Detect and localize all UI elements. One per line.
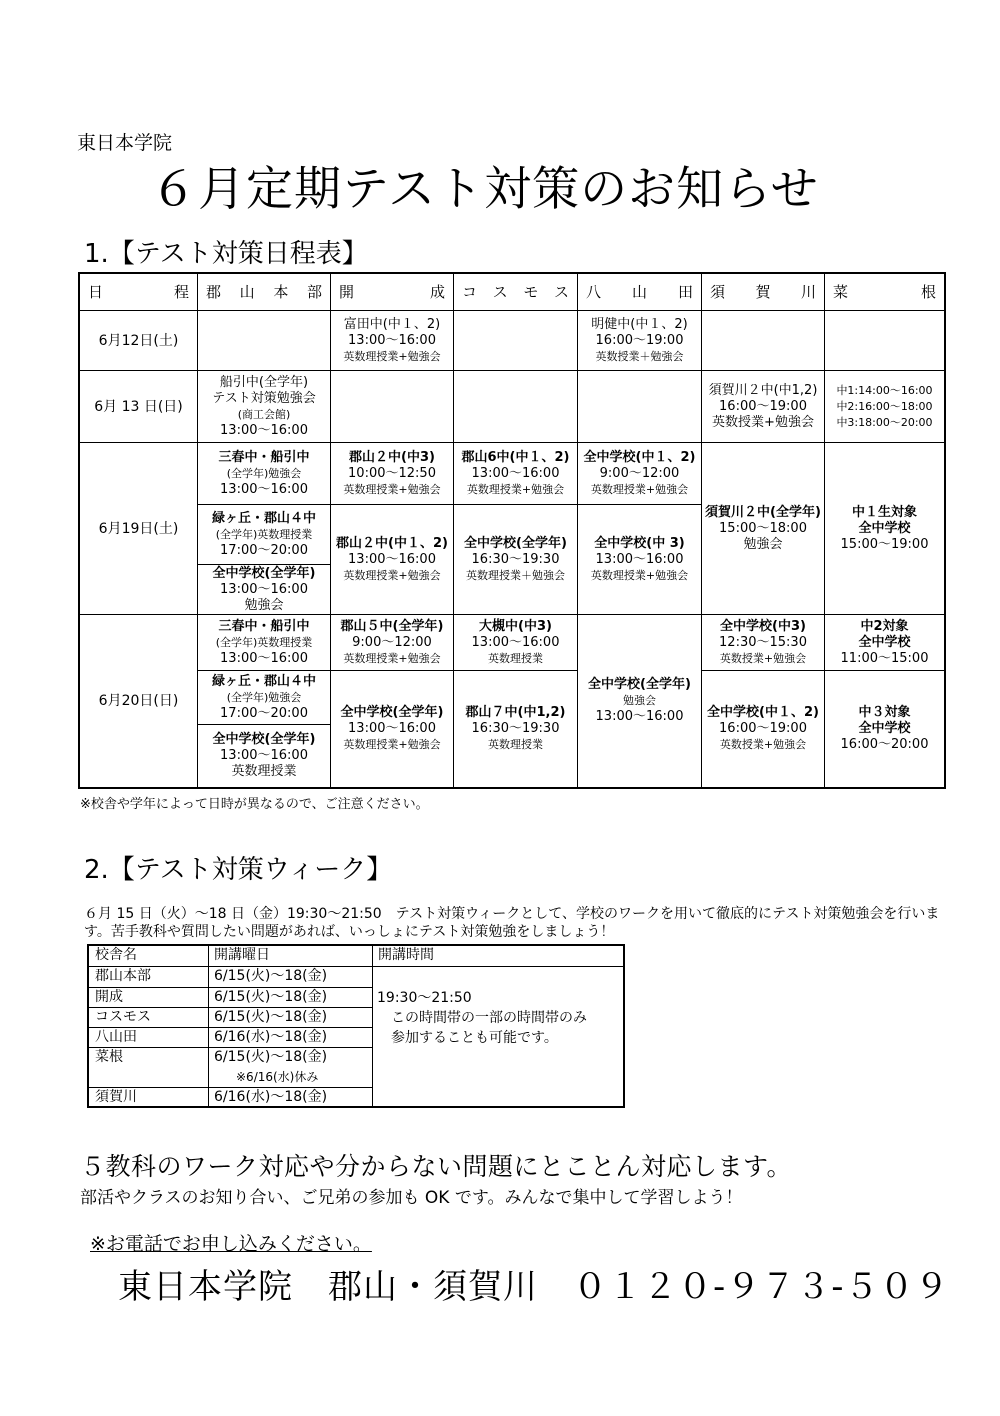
cell-line: 郡山２中(中3)	[349, 449, 435, 465]
table-divider	[372, 946, 373, 1108]
cell-jun20-honbu-3	[198, 725, 331, 787]
table-row	[89, 1048, 372, 1068]
cell-empty	[331, 371, 454, 443]
cell-line: 郡山6中(中１、2)	[461, 449, 570, 465]
table-row	[89, 1008, 372, 1028]
cell-line: 13:00～16:00	[220, 748, 308, 763]
school-name: 東日本学院	[77, 132, 173, 154]
col-header-koriyama-honbu	[198, 274, 331, 311]
cell-empty	[578, 371, 702, 443]
col-header-char: モ	[523, 283, 539, 301]
cell-line: 三春中・船引中	[218, 618, 310, 634]
col-header-hachiyamada	[578, 274, 702, 311]
school-cell: 八山田	[95, 1029, 137, 1045]
cell-line: (全学年)勉強会	[226, 466, 302, 480]
cell-line: 英数授業+勉強会	[712, 414, 814, 430]
time-line: この時間帯の一部の時間帯のみ	[391, 1010, 587, 1026]
cell-line: 全中学校(中 3)	[594, 535, 685, 551]
cell-line: 全中学校(全学年)	[212, 732, 316, 747]
cell-line: 英数理授業+勉強会	[343, 651, 441, 665]
cell-line: 16:30～19:30	[471, 551, 560, 567]
cell-line: 英数理授業+勉強会	[590, 482, 689, 496]
cell-line: 明健中(中１、2)	[591, 316, 688, 332]
cell-line: 英数授業+勉強会	[719, 738, 807, 751]
cell-line: 9:00～12:00	[599, 465, 680, 481]
cell-line: (全学年)英数理授業	[215, 635, 313, 649]
col-header-char: 部	[306, 283, 322, 301]
cell-line: 英数理授業+勉強会	[466, 482, 565, 496]
cell-jun20-honbu-1	[198, 615, 331, 671]
cell-line: 16:00～19:00	[595, 332, 684, 348]
cell-line: 緑ヶ丘・郡山４中	[211, 510, 316, 526]
cell-line: 13:00～16:00	[220, 650, 308, 666]
cell-line: 11:00～15:00	[840, 650, 929, 666]
cell-line: 13:00～16:00	[220, 481, 308, 497]
apply-note: ※お電話でお申し込みください。	[90, 1233, 372, 1255]
header-school: 校舎名	[95, 947, 137, 963]
cell-line: 英数理授業+勉強会	[343, 349, 441, 363]
cell-line: 英数理授業+勉強会	[343, 568, 441, 582]
cell-line: 英数理授業	[488, 738, 543, 751]
cell-line: 郡山２中(中１、2)	[336, 535, 448, 551]
cell-jun19-nane	[825, 443, 944, 615]
cell-line: 中３対象	[858, 705, 911, 720]
cell-line: 勉強会	[623, 694, 656, 707]
date-label: 6月20日(日)	[98, 693, 179, 709]
cell-empty	[702, 311, 825, 371]
cell-line: 17:00～20:00	[220, 542, 308, 558]
cell-line: 17:00～20:00	[220, 705, 308, 721]
cell-line: 全中学校	[858, 520, 911, 536]
cell-line: 12:30～15:30	[719, 634, 807, 650]
cell-line: 三春中・船引中	[218, 449, 310, 465]
col-header-char: 本	[273, 283, 289, 301]
days-cell: 6/15(火)～18(金)	[214, 1009, 328, 1025]
date-label: 6月 13 日(日)	[94, 398, 183, 415]
col-header-char: 開	[339, 283, 355, 301]
cell-line: 全中学校(中１、2)	[583, 449, 696, 465]
cell-jun20-sukagawa-1	[702, 615, 825, 671]
cell-line: 緑ヶ丘・郡山４中	[211, 673, 316, 689]
date-jun20	[80, 615, 198, 787]
table-row	[89, 1028, 372, 1048]
col-header-char: 程	[173, 283, 189, 301]
date-jun12	[80, 311, 198, 371]
time-line: 19:30～21:50	[377, 990, 472, 1006]
promo-headline: ５教科のワーク対応や分からない問題にとことん対応します。	[80, 1152, 793, 1181]
school-cell: 菜根	[95, 1049, 123, 1065]
cell-line: 15:00～19:00	[840, 536, 929, 552]
date-label: 6月12日(土)	[98, 332, 179, 349]
date-jun19	[80, 443, 198, 615]
cell-line: 15:00～18:00	[719, 520, 807, 536]
cell-jun20-honbu-2	[198, 671, 331, 725]
date-label: 6月19日(土)	[98, 520, 179, 537]
cell-jun20-cosmos-1	[454, 615, 578, 671]
test-week-intro: ６月 15 日（火）～18 日（金）19:30～21:50 テスト対策ウィークとして、学校のワークを用いて徹底的にテスト対策勉強会を行います。苦手教科や質問したい問題があれば、いっしょにテスト対策勉強をしましょう！	[84, 906, 940, 940]
days-cell: 6/15(火)～18(金)	[214, 968, 328, 984]
cell-jun19-hachiyamada-1	[578, 443, 702, 505]
cell-jun19-kaisei-2	[331, 505, 454, 615]
cell-line: 13:00～16:00	[220, 422, 308, 438]
cell-line: 13:00～16:00	[348, 551, 436, 567]
cell-line: 大槻中(中3)	[479, 618, 552, 634]
cell-line: 10:00～12:50	[348, 465, 436, 481]
cell-line: 13:00～16:00	[595, 709, 684, 724]
cell-line: 中2対象	[860, 618, 909, 634]
col-header-char: 成	[429, 283, 445, 301]
section-heading-schedule: 1.【テスト対策日程表】	[84, 239, 368, 269]
cell-line: テスト対策勉強会	[212, 390, 316, 406]
cell-jun19-honbu-3	[198, 565, 331, 615]
time-cell	[377, 988, 587, 1048]
cell-jun13-koriyama-honbu	[198, 371, 331, 443]
school-cell: 須賀川	[95, 1089, 137, 1105]
cell-jun19-sukagawa	[702, 443, 825, 615]
cell-line: 中3:18:00～20:00	[836, 415, 933, 429]
col-header-char: 根	[920, 283, 936, 301]
section-heading-test-week: 2.【テスト対策ウィーク】	[84, 855, 393, 885]
school-cell: 郡山本部	[95, 968, 151, 984]
cell-line: 全中学校(全学年)	[588, 677, 691, 692]
cell-line: 9:00～12:00	[352, 634, 432, 650]
col-header-char: 川	[800, 283, 816, 301]
schedule-table	[78, 272, 946, 789]
col-header-char: 山	[631, 283, 647, 301]
cell-line: 全中学校(全学年)	[340, 705, 444, 720]
cell-line: 中１生対象	[851, 504, 917, 520]
cell-line: 英数理授業	[488, 651, 543, 665]
page-title: ６月定期テスト対策のお知らせ	[150, 162, 819, 217]
cell-jun13-sukagawa	[702, 371, 825, 443]
cell-line: 13:00～16:00	[348, 721, 436, 736]
col-header-kaisei	[331, 274, 454, 311]
col-header-char: 日	[88, 283, 104, 301]
table-header-row	[89, 946, 623, 966]
col-header-cosmos	[454, 274, 578, 311]
cell-line: 英数理授業＋勉強会	[466, 568, 565, 582]
table-row	[89, 988, 372, 1008]
cell-jun13-nane	[825, 371, 944, 443]
cell-line: 船引中(全学年)	[219, 374, 309, 390]
header-time: 開講時間	[378, 947, 434, 963]
promo-subline: 部活やクラスのお知り合い、ご兄弟の参加も OK です。みんなで集中して学習しよう！	[80, 1188, 743, 1208]
cell-line: 英数理授業+勉強会	[343, 738, 441, 751]
cell-line: 16:00～20:00	[840, 737, 929, 752]
days-cell: 6/16(水)～18(金)	[214, 1089, 328, 1105]
cell-line: 富田中(中１、2)	[343, 316, 441, 332]
cell-jun20-nane-1	[825, 615, 944, 671]
col-header-char: 山	[239, 283, 255, 301]
cell-line: 全中学校	[858, 721, 911, 736]
cell-jun19-cosmos-2	[454, 505, 578, 615]
col-header-char: 菜	[833, 283, 849, 301]
time-line: 参加することも可能です。	[391, 1030, 558, 1046]
days-cell: 6/15(火)～18(金)	[214, 1049, 328, 1065]
days-cell-note: ※6/16(水)休み	[236, 1070, 319, 1084]
cell-line: 英数理授業+勉強会	[343, 482, 441, 496]
cell-jun19-honbu-1	[198, 443, 331, 505]
col-header-nane	[825, 274, 944, 311]
days-cell: 6/16(水)～18(金)	[214, 1029, 328, 1045]
cell-jun19-cosmos-1	[454, 443, 578, 505]
cell-line: 中2:16:00～18:00	[836, 399, 933, 413]
cell-empty	[454, 311, 578, 371]
col-header-char: ス	[492, 283, 508, 301]
cell-line: 須賀川２中(全学年)	[705, 504, 821, 520]
cell-line: 13:00～16:00	[220, 581, 308, 597]
cell-empty	[454, 371, 578, 443]
cell-line: 16:30～19:30	[471, 721, 560, 736]
cell-line: 16:00～19:00	[719, 398, 807, 414]
cell-jun20-sukagawa-2	[702, 671, 825, 787]
col-header-char: 田	[677, 283, 693, 301]
cell-line: 英数授業＋勉強会	[595, 349, 684, 363]
cell-line: 英数理授業	[231, 764, 297, 779]
table-row	[89, 1068, 372, 1088]
cell-line: 英数授業+勉強会	[719, 651, 807, 665]
cell-line: 英数理授業+勉強会	[590, 568, 689, 582]
school-cell: コスモス	[95, 1009, 151, 1025]
school-cell: 開成	[95, 989, 123, 1005]
cell-line: (全学年)勉強会	[226, 690, 302, 704]
cell-line: 全中学校(中１、2)	[707, 705, 819, 720]
cell-jun12-hachiyamada	[578, 311, 702, 371]
cell-line: 全中学校(全学年)	[212, 565, 316, 581]
date-jun13	[80, 371, 198, 443]
cell-jun19-kaisei-1	[331, 443, 454, 505]
col-header-char: 郡	[206, 283, 222, 301]
cell-jun19-honbu-2	[198, 505, 331, 565]
cell-empty	[825, 311, 944, 371]
cell-line: 郡山７中(中1,2)	[465, 705, 566, 720]
cell-line: 全中学校(中3)	[720, 618, 806, 634]
cell-line: 13:00～16:00	[471, 634, 560, 650]
cell-line: 勉強会	[244, 597, 284, 613]
cell-line: 13:00～16:00	[471, 465, 560, 481]
table-row	[89, 1088, 372, 1108]
cell-jun20-kaisei-1	[331, 615, 454, 671]
col-header-sukagawa	[702, 274, 825, 311]
cell-empty	[198, 311, 331, 371]
cell-line: 13:00～16:00	[595, 551, 684, 567]
col-header-char: ス	[553, 283, 569, 301]
col-header-char: 八	[586, 283, 602, 301]
cell-line: 13:00～16:00	[348, 332, 436, 348]
cell-line: 全中学校(全学年)	[464, 535, 567, 551]
cell-jun20-hachiyamada	[578, 615, 702, 787]
table-row	[89, 967, 372, 987]
cell-line: (全学年)英数理授業	[215, 527, 313, 541]
header-days: 開講曜日	[214, 947, 270, 963]
cell-jun20-kaisei-2	[331, 671, 454, 787]
cell-line: 須賀川２中(中1,2)	[708, 382, 818, 398]
cell-line: (商工会館)	[237, 407, 291, 421]
cell-line: 中1:14:00～16:00	[836, 383, 933, 397]
col-header-char: コ	[462, 283, 478, 301]
cell-jun19-hachiyamada-2	[578, 505, 702, 615]
col-header-char: 賀	[755, 283, 771, 301]
cell-jun20-nane-2	[825, 671, 944, 787]
days-cell: 6/15(火)～18(金)	[214, 989, 328, 1005]
cell-jun12-kaisei	[331, 311, 454, 371]
col-header-date	[80, 274, 198, 311]
cell-line: 16:00～19:00	[719, 721, 807, 736]
col-header-char: 須	[710, 283, 726, 301]
cell-line: 勉強会	[743, 536, 783, 552]
cell-line: 全中学校	[858, 634, 911, 650]
school-cell	[89, 1068, 208, 1088]
cell-line: 郡山５中(全学年)	[340, 618, 444, 634]
schedule-note: ※校舎や学年によって日時が異なるので、ご注意ください。	[80, 797, 429, 812]
cell-jun20-cosmos-2	[454, 671, 578, 787]
contact-phone: 東日本学院 郡山・須賀川 ０１２０-９７３-５０９	[118, 1267, 950, 1307]
test-week-table	[87, 944, 625, 1108]
